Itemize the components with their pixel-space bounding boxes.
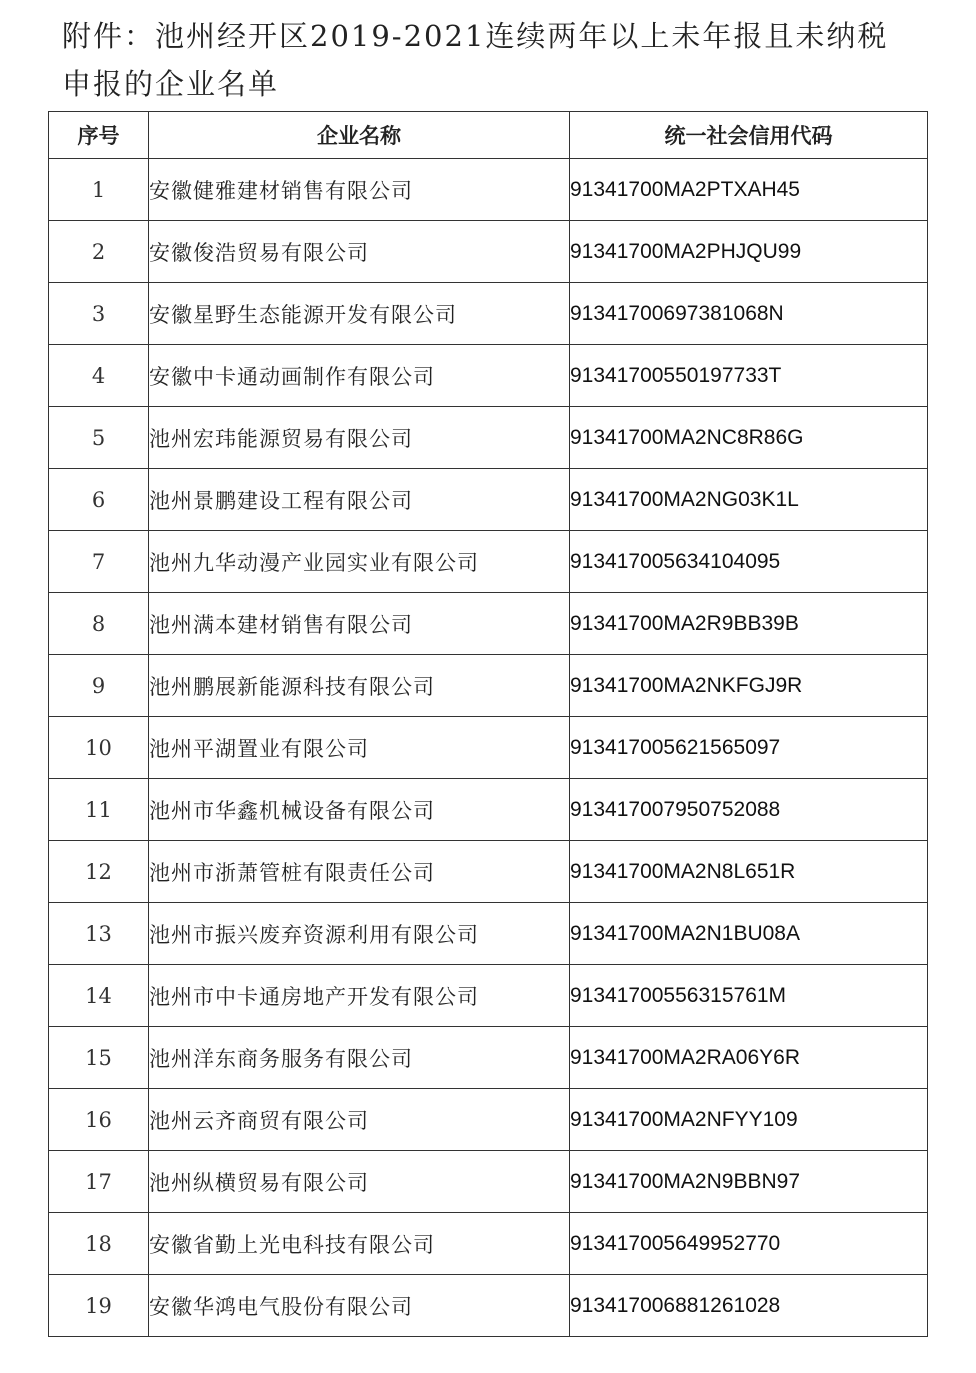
- table-row: [49, 469, 928, 531]
- row-serial-number: 1: [49, 159, 149, 221]
- row-credit-code: 913417005634104095: [570, 531, 928, 593]
- document-title-line-2: 申报的企业名单: [62, 67, 280, 101]
- row-enterprise-name: 池州市中卡通房地产开发有限公司: [149, 965, 570, 1027]
- enterprise-table: [48, 111, 928, 1337]
- row-credit-code: 91341700MA2N1BU08A: [570, 903, 928, 965]
- table-row: [49, 593, 928, 655]
- table-row: [49, 1275, 928, 1337]
- row-credit-code: 91341700MA2R9BB39B: [570, 593, 928, 655]
- row-credit-code: 913417006881261028: [570, 1275, 928, 1337]
- row-enterprise-name: 池州市浙萧管桩有限责任公司: [149, 841, 570, 903]
- table-row: [49, 1027, 928, 1089]
- row-enterprise-name: 池州宏玮能源贸易有限公司: [149, 407, 570, 469]
- row-credit-code: 91341700697381068N: [570, 283, 928, 345]
- table-row: [49, 1089, 928, 1151]
- row-enterprise-name: 池州洋东商务服务有限公司: [149, 1027, 570, 1089]
- row-credit-code: 91341700MA2PHJQU99: [570, 221, 928, 283]
- row-serial-number: 19: [49, 1275, 149, 1337]
- table-row: [49, 345, 928, 407]
- row-serial-number: 8: [49, 593, 149, 655]
- header-serial-number: 序号: [49, 112, 149, 159]
- row-enterprise-name: 安徽中卡通动画制作有限公司: [149, 345, 570, 407]
- row-credit-code: 913417007950752088: [570, 779, 928, 841]
- row-enterprise-name: 池州纵横贸易有限公司: [149, 1151, 570, 1213]
- row-credit-code: 91341700MA2RA06Y6R: [570, 1027, 928, 1089]
- table-body: [49, 159, 928, 1337]
- row-credit-code: 91341700MA2NFYY109: [570, 1089, 928, 1151]
- table-row: [49, 841, 928, 903]
- row-serial-number: 12: [49, 841, 149, 903]
- row-serial-number: 9: [49, 655, 149, 717]
- table-row: [49, 965, 928, 1027]
- row-serial-number: 7: [49, 531, 149, 593]
- row-credit-code: 91341700MA2N9BBN97: [570, 1151, 928, 1213]
- row-serial-number: 18: [49, 1213, 149, 1275]
- table-row: [49, 531, 928, 593]
- row-serial-number: 2: [49, 221, 149, 283]
- row-serial-number: 17: [49, 1151, 149, 1213]
- header-credit-code: 统一社会信用代码: [570, 112, 928, 159]
- table-header-row: [49, 112, 928, 159]
- table-row: [49, 655, 928, 717]
- row-enterprise-name: 池州云齐商贸有限公司: [149, 1089, 570, 1151]
- table-row: [49, 1213, 928, 1275]
- row-credit-code: 913417005649952770: [570, 1213, 928, 1275]
- header-enterprise-name: 企业名称: [149, 112, 570, 159]
- row-serial-number: 14: [49, 965, 149, 1027]
- table-row: [49, 283, 928, 345]
- row-enterprise-name: 池州九华动漫产业园实业有限公司: [149, 531, 570, 593]
- row-serial-number: 16: [49, 1089, 149, 1151]
- row-credit-code: 91341700MA2PTXAH45: [570, 159, 928, 221]
- row-serial-number: 15: [49, 1027, 149, 1089]
- row-serial-number: 13: [49, 903, 149, 965]
- table-row: [49, 1151, 928, 1213]
- table-row: [49, 407, 928, 469]
- row-credit-code: 91341700MA2NC8R86G: [570, 407, 928, 469]
- table-row: [49, 159, 928, 221]
- row-enterprise-name: 池州市振兴废弃资源利用有限公司: [149, 903, 570, 965]
- row-credit-code: 91341700556315761M: [570, 965, 928, 1027]
- table-row: [49, 221, 928, 283]
- row-serial-number: 6: [49, 469, 149, 531]
- document-title: [62, 12, 942, 108]
- row-enterprise-name: 池州市华鑫机械设备有限公司: [149, 779, 570, 841]
- document-title-line-1: 附件：池州经开区2019-2021连续两年以上未年报且未纳税: [62, 19, 889, 53]
- row-serial-number: 4: [49, 345, 149, 407]
- row-enterprise-name: 安徽俊浩贸易有限公司: [149, 221, 570, 283]
- table-row: [49, 903, 928, 965]
- row-serial-number: 10: [49, 717, 149, 779]
- row-enterprise-name: 安徽健雅建材销售有限公司: [149, 159, 570, 221]
- row-enterprise-name: 池州鹏展新能源科技有限公司: [149, 655, 570, 717]
- row-serial-number: 5: [49, 407, 149, 469]
- row-serial-number: 3: [49, 283, 149, 345]
- table-row: [49, 717, 928, 779]
- row-credit-code: 91341700MA2NKFGJ9R: [570, 655, 928, 717]
- row-enterprise-name: 池州景鹏建设工程有限公司: [149, 469, 570, 531]
- row-enterprise-name: 安徽星野生态能源开发有限公司: [149, 283, 570, 345]
- row-credit-code: 913417005621565097: [570, 717, 928, 779]
- row-credit-code: 91341700MA2N8L651R: [570, 841, 928, 903]
- row-credit-code: 91341700MA2NG03K1L: [570, 469, 928, 531]
- row-enterprise-name: 安徽华鸿电气股份有限公司: [149, 1275, 570, 1337]
- row-serial-number: 11: [49, 779, 149, 841]
- row-credit-code: 91341700550197733T: [570, 345, 928, 407]
- row-enterprise-name: 池州满本建材销售有限公司: [149, 593, 570, 655]
- table-row: [49, 779, 928, 841]
- row-enterprise-name: 安徽省勤上光电科技有限公司: [149, 1213, 570, 1275]
- row-enterprise-name: 池州平湖置业有限公司: [149, 717, 570, 779]
